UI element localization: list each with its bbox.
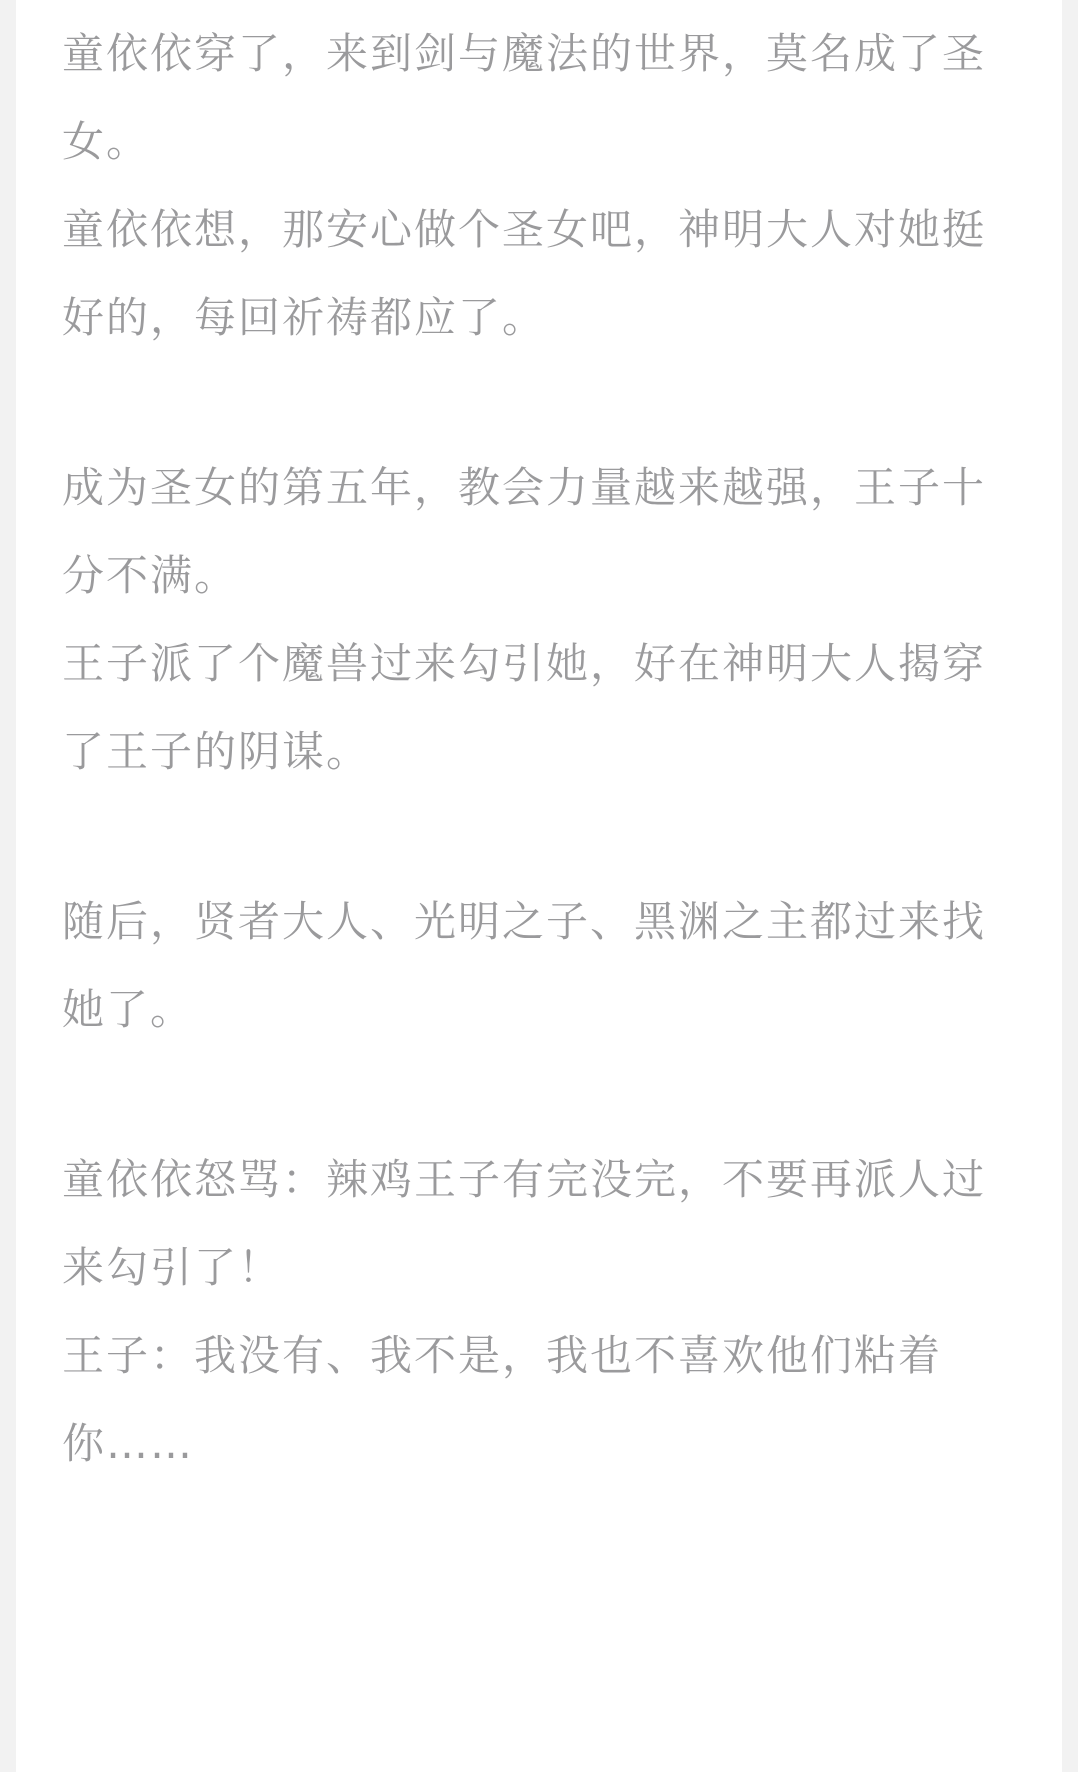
paragraph-line: 王子派了个魔兽过来勾引她，好在神明大人揭穿了王子的阴谋。 — [62, 639, 987, 776]
paragraph-spacer — [62, 362, 1016, 444]
paragraph-line: 童依依穿了，来到剑与魔法的世界，莫名成了圣女。 — [62, 29, 987, 166]
paragraph-line: 成为圣女的第五年，教会力量越来越强，王子十分不满。 — [62, 463, 987, 600]
paragraph-spacer — [62, 1054, 1016, 1136]
paragraph-line: 随后，贤者大人、光明之子、黑渊之主都过来找她了。 — [62, 897, 987, 1034]
paragraph-line: 童依依怒骂：辣鸡王子有完没完，不要再派人过来勾引了！ — [62, 1155, 987, 1292]
paragraph-line: 童依依想，那安心做个圣女吧，神明大人对她挺好的，每回祈祷都应了。 — [62, 205, 987, 342]
paragraph-spacer — [62, 796, 1016, 878]
paragraph-line: 王子：我没有、我不是，我也不喜欢他们粘着你…… — [62, 1331, 943, 1468]
